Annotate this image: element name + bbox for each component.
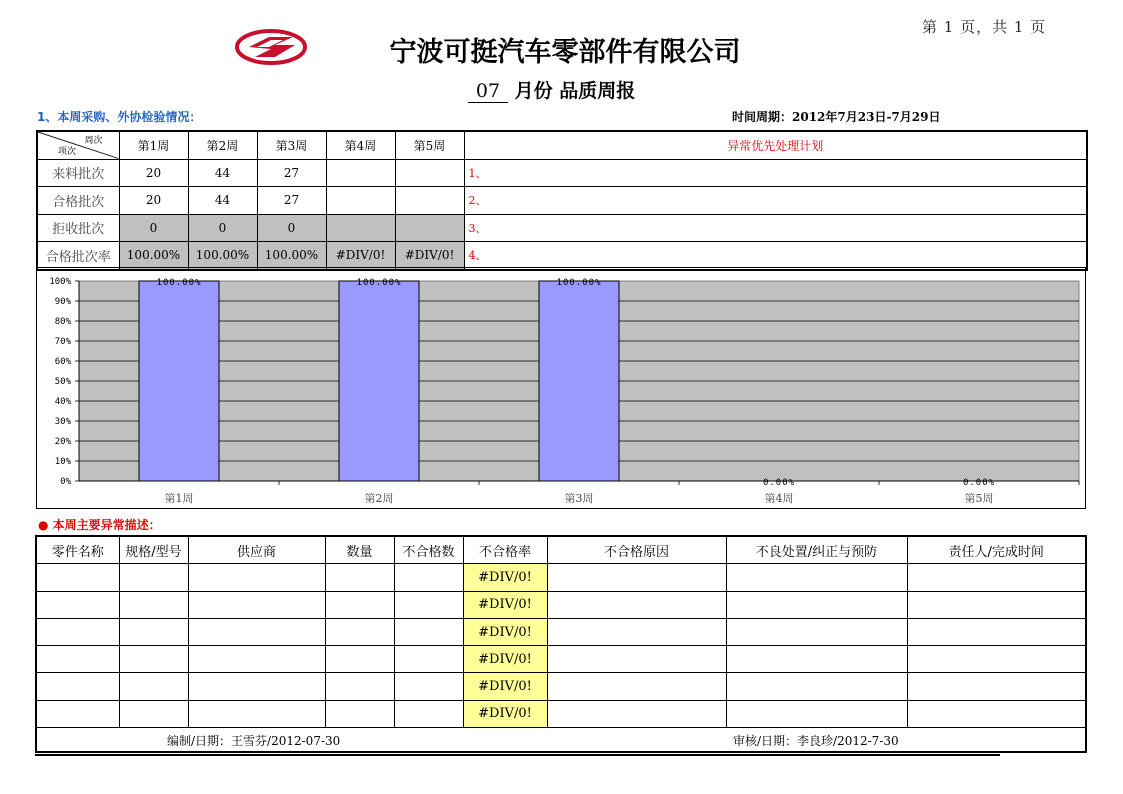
issues-cell[interactable] <box>119 591 188 618</box>
x-tick-label: 第2周 <box>364 492 394 505</box>
cell: 44 <box>188 187 257 215</box>
plan-item: 4、 <box>464 242 1087 270</box>
weekly-inspection-table <box>36 130 1088 271</box>
issues-cell[interactable]: #DIV/0! <box>463 673 547 700</box>
row-label: 合格批次率 <box>37 242 119 270</box>
cell: 0 <box>119 214 188 242</box>
issues-header: 规格/型号 <box>119 536 188 564</box>
cell <box>326 214 395 242</box>
bar <box>539 281 619 481</box>
issues-cell[interactable] <box>547 700 726 727</box>
table-row <box>36 646 1086 673</box>
cell: 0 <box>188 214 257 242</box>
week-header: 第4周 <box>326 131 395 159</box>
row-label: 拒收批次 <box>37 214 119 242</box>
corner-cell <box>37 131 119 159</box>
issues-cell[interactable]: #DIV/0! <box>463 700 547 727</box>
issues-cell[interactable] <box>907 564 1086 591</box>
issues-cell[interactable] <box>36 618 119 645</box>
report-title-text: 月份 品质周报 <box>514 80 636 102</box>
issues-header: 零件名称 <box>36 536 119 564</box>
issues-cell[interactable] <box>36 591 119 618</box>
plan-header: 异常优先处理计划 <box>464 131 1087 159</box>
issues-cell[interactable] <box>726 673 907 700</box>
issues-cell[interactable] <box>325 564 394 591</box>
section2-title-text: 本周主要异常描述： <box>52 518 161 532</box>
y-tick-label: 50% <box>54 377 71 387</box>
week-header: 第3周 <box>257 131 326 159</box>
x-tick-label: 第5周 <box>964 492 994 505</box>
bottom-rule <box>35 754 1000 756</box>
issues-cell[interactable] <box>325 618 394 645</box>
issues-header: 数量 <box>325 536 394 564</box>
issues-cell[interactable] <box>36 673 119 700</box>
y-tick-label: 30% <box>54 417 71 427</box>
cell: 20 <box>119 159 188 187</box>
row-label: 合格批次 <box>37 187 119 215</box>
report-month: 07 <box>468 80 508 103</box>
table-row <box>36 564 1086 591</box>
issues-cell[interactable] <box>547 618 726 645</box>
issues-cell[interactable]: #DIV/0! <box>463 564 547 591</box>
issues-cell[interactable] <box>119 700 188 727</box>
issues-cell[interactable]: #DIV/0! <box>463 591 547 618</box>
plan-item: 1、 <box>464 159 1087 187</box>
chart-svg <box>37 268 1085 508</box>
issues-cell[interactable] <box>325 591 394 618</box>
issues-header: 不合格数 <box>394 536 463 564</box>
week-header: 第1周 <box>119 131 188 159</box>
cell: 0 <box>257 214 326 242</box>
cell <box>326 187 395 215</box>
cell <box>395 159 464 187</box>
table-row <box>36 673 1086 700</box>
issues-header: 供应商 <box>188 536 325 564</box>
issues-cell[interactable] <box>394 564 463 591</box>
y-tick-label: 20% <box>54 437 71 447</box>
issues-cell[interactable] <box>726 700 907 727</box>
issues-cell[interactable] <box>36 700 119 727</box>
y-tick-label: 80% <box>54 317 71 327</box>
cell: #DIV/0! <box>395 242 464 270</box>
issues-cell[interactable] <box>119 618 188 645</box>
issues-cell[interactable] <box>36 564 119 591</box>
reviewed-by: 审核/日期：李良珍/2012-7-30 <box>733 734 899 749</box>
cell: 100.00% <box>188 242 257 270</box>
issues-cell[interactable] <box>188 700 325 727</box>
y-tick-label: 100% <box>49 277 71 287</box>
issues-header: 责任人/完成时间 <box>907 536 1086 564</box>
issues-cell[interactable] <box>188 673 325 700</box>
issues-cell[interactable] <box>119 673 188 700</box>
report-period: 时间周期：2012年7月23日-7月29日 <box>732 110 941 124</box>
issues-cell[interactable] <box>325 700 394 727</box>
report-title <box>468 76 635 103</box>
plan-item: 2、 <box>464 187 1087 215</box>
data-label: 100.00% <box>156 278 202 288</box>
issues-cell[interactable] <box>726 646 907 673</box>
plan-item: 3、 <box>464 214 1087 242</box>
issues-cell[interactable]: #DIV/0! <box>463 646 547 673</box>
row-label: 来料批次 <box>37 159 119 187</box>
section1-title: 1、本周采购、外协检验情况： <box>37 110 202 124</box>
issues-cell[interactable] <box>907 591 1086 618</box>
data-label: 0.00% <box>962 478 996 488</box>
corner-bottom-label: 项次 <box>58 146 77 157</box>
cell: 20 <box>119 187 188 215</box>
issues-cell[interactable] <box>394 646 463 673</box>
issues-cell[interactable] <box>547 673 726 700</box>
issues-cell[interactable] <box>907 618 1086 645</box>
cell: 27 <box>257 159 326 187</box>
issues-cell[interactable] <box>726 564 907 591</box>
cell: 100.00% <box>257 242 326 270</box>
issues-cell[interactable] <box>547 646 726 673</box>
issues-cell[interactable] <box>907 700 1086 727</box>
issues-cell[interactable] <box>907 646 1086 673</box>
cell: #DIV/0! <box>326 242 395 270</box>
issues-cell[interactable] <box>394 591 463 618</box>
bar <box>339 281 419 481</box>
issues-cell[interactable] <box>726 591 907 618</box>
table-row <box>36 700 1086 727</box>
week-header: 第5周 <box>395 131 464 159</box>
corner-top-label: 周次 <box>84 136 103 146</box>
issues-cell[interactable] <box>188 591 325 618</box>
y-tick-label: 60% <box>54 357 71 367</box>
issues-cell[interactable] <box>119 564 188 591</box>
data-label: 100.00% <box>356 278 402 288</box>
x-tick-label: 第1周 <box>164 492 194 505</box>
issues-cell[interactable] <box>726 618 907 645</box>
cell <box>326 159 395 187</box>
prepared-by: 编制/日期：王雪芬/2012-07-30 <box>167 734 341 749</box>
issues-table <box>35 535 1087 753</box>
data-label: 100.00% <box>556 278 602 288</box>
y-tick-label: 0% <box>60 477 71 487</box>
issues-cell[interactable] <box>36 646 119 673</box>
issues-cell[interactable] <box>547 591 726 618</box>
y-tick-label: 90% <box>54 297 71 307</box>
issues-cell[interactable] <box>325 646 394 673</box>
x-tick-label: 第3周 <box>564 492 594 505</box>
cell: 27 <box>257 187 326 215</box>
issues-header: 不合格原因 <box>547 536 726 564</box>
issues-cell[interactable]: #DIV/0! <box>463 618 547 645</box>
issues-cell[interactable] <box>188 646 325 673</box>
issues-header: 不合格率 <box>463 536 547 564</box>
y-tick-label: 10% <box>54 457 71 467</box>
issues-cell[interactable] <box>547 564 726 591</box>
y-tick-label: 70% <box>54 337 71 347</box>
cell: 44 <box>188 159 257 187</box>
table-row <box>36 618 1086 645</box>
cell <box>395 214 464 242</box>
week-header: 第2周 <box>188 131 257 159</box>
x-tick-label: 第4周 <box>764 492 794 505</box>
issues-cell[interactable] <box>907 673 1086 700</box>
section2-title <box>38 516 161 533</box>
company-title: 宁波可挺汽车零部件有限公司 <box>389 37 741 68</box>
bar <box>139 281 219 481</box>
company-logo <box>235 28 307 66</box>
page-number: 第 1 页，共 1 页 <box>922 18 1047 36</box>
pass-rate-chart <box>36 267 1086 509</box>
issues-cell[interactable] <box>394 673 463 700</box>
data-label: 0.00% <box>762 478 796 488</box>
issues-cell[interactable] <box>188 618 325 645</box>
cell <box>395 187 464 215</box>
cell: 100.00% <box>119 242 188 270</box>
table-row <box>36 591 1086 618</box>
issues-cell[interactable] <box>119 646 188 673</box>
issues-cell[interactable] <box>188 564 325 591</box>
y-tick-label: 40% <box>54 397 71 407</box>
issues-cell[interactable] <box>394 618 463 645</box>
issues-cell[interactable] <box>394 700 463 727</box>
issues-header: 不良处置/纠正与预防 <box>726 536 907 564</box>
issues-cell[interactable] <box>325 673 394 700</box>
bullet-icon: ● <box>38 518 49 532</box>
